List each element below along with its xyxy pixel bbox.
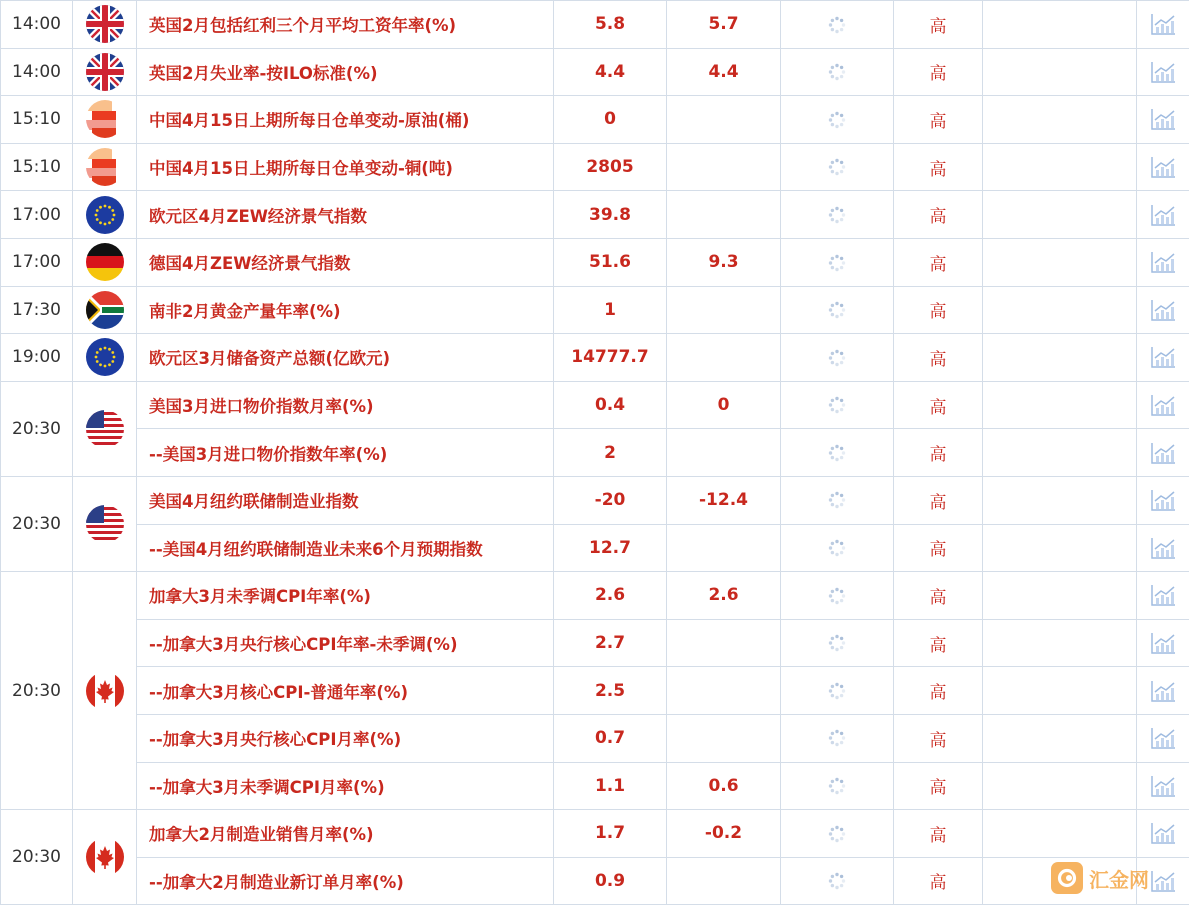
actual-loading bbox=[781, 143, 894, 191]
previous-value: 2.7 bbox=[554, 619, 667, 667]
time-cell: 17:00 bbox=[1, 238, 73, 286]
forecast-value: 4.4 bbox=[667, 48, 781, 96]
table-row bbox=[1, 429, 1189, 477]
forecast-value: -12.4 bbox=[667, 476, 781, 524]
forecast-value bbox=[667, 667, 781, 715]
importance-label: 高 bbox=[894, 334, 983, 382]
chart-cell[interactable] bbox=[1137, 476, 1189, 524]
chart-icon[interactable] bbox=[1150, 726, 1176, 750]
notes-cell bbox=[983, 1, 1137, 49]
notes-cell bbox=[983, 48, 1137, 96]
notes-cell bbox=[983, 476, 1137, 524]
table-row bbox=[1, 1, 1189, 49]
actual-loading bbox=[781, 714, 894, 762]
loading-spinner-icon bbox=[827, 300, 847, 320]
actual-loading bbox=[781, 381, 894, 429]
table-row bbox=[1, 762, 1189, 810]
previous-value: 2 bbox=[554, 429, 667, 477]
actual-loading bbox=[781, 334, 894, 382]
table-row bbox=[1, 857, 1189, 905]
loading-spinner-icon bbox=[827, 871, 847, 891]
previous-value: 51.6 bbox=[554, 238, 667, 286]
loading-spinner-icon bbox=[827, 110, 847, 130]
chart-icon[interactable] bbox=[1150, 583, 1176, 607]
actual-loading bbox=[781, 286, 894, 334]
event-name[interactable]: 中国4月15日上期所每日仓单变动-铜(吨) bbox=[137, 143, 554, 191]
importance-label: 高 bbox=[894, 238, 983, 286]
south-africa-flag-icon bbox=[86, 291, 124, 329]
forecast-value: 9.3 bbox=[667, 238, 781, 286]
notes-cell bbox=[983, 572, 1137, 620]
importance-label: 高 bbox=[894, 143, 983, 191]
chart-cell[interactable] bbox=[1137, 143, 1189, 191]
chart-icon[interactable] bbox=[1150, 107, 1176, 131]
actual-loading bbox=[781, 524, 894, 572]
previous-value: 12.7 bbox=[554, 524, 667, 572]
table-row bbox=[1, 191, 1189, 239]
uk-flag-icon bbox=[86, 53, 124, 91]
chart-cell[interactable] bbox=[1137, 381, 1189, 429]
loading-spinner-icon bbox=[827, 586, 847, 606]
loading-spinner-icon bbox=[827, 157, 847, 177]
flag-cell bbox=[73, 286, 137, 334]
table-row bbox=[1, 381, 1189, 429]
germany-flag-icon bbox=[86, 243, 124, 281]
notes-cell bbox=[983, 429, 1137, 477]
actual-loading bbox=[781, 762, 894, 810]
forecast-value bbox=[667, 191, 781, 239]
event-name[interactable]: 加拿大2月制造业销售月率(%) bbox=[137, 810, 554, 858]
chart-cell[interactable] bbox=[1137, 191, 1189, 239]
chart-icon[interactable] bbox=[1150, 441, 1176, 465]
importance-label: 高 bbox=[894, 429, 983, 477]
previous-value: 0 bbox=[554, 96, 667, 144]
forecast-value bbox=[667, 714, 781, 762]
chart-cell[interactable] bbox=[1137, 48, 1189, 96]
event-name[interactable]: 英国2月包括红利三个月平均工资年率(%) bbox=[137, 1, 554, 49]
us-flag-icon bbox=[86, 410, 124, 448]
previous-value: 1 bbox=[554, 286, 667, 334]
loading-spinner-icon bbox=[827, 62, 847, 82]
chart-cell[interactable] bbox=[1137, 667, 1189, 715]
table-row bbox=[1, 667, 1189, 715]
forecast-value bbox=[667, 143, 781, 191]
forecast-value bbox=[667, 619, 781, 667]
chart-icon[interactable] bbox=[1150, 12, 1176, 36]
previous-value: 0.7 bbox=[554, 714, 667, 762]
importance-label: 高 bbox=[894, 96, 983, 144]
flag-cell bbox=[73, 48, 137, 96]
actual-loading bbox=[781, 572, 894, 620]
table-row bbox=[1, 286, 1189, 334]
actual-loading bbox=[781, 857, 894, 905]
flag-cell bbox=[73, 238, 137, 286]
previous-value: 0.9 bbox=[554, 857, 667, 905]
loading-spinner-icon bbox=[827, 538, 847, 558]
table-row bbox=[1, 810, 1189, 858]
forecast-value: 5.7 bbox=[667, 1, 781, 49]
flag-cell bbox=[73, 96, 137, 144]
actual-loading bbox=[781, 667, 894, 715]
importance-label: 高 bbox=[894, 476, 983, 524]
table-row bbox=[1, 524, 1189, 572]
event-name[interactable]: --加拿大3月核心CPI-普通年率(%) bbox=[137, 667, 554, 715]
table-row bbox=[1, 476, 1189, 524]
chart-icon[interactable] bbox=[1150, 536, 1176, 560]
previous-value: -20 bbox=[554, 476, 667, 524]
table-row bbox=[1, 572, 1189, 620]
event-name[interactable]: 美国3月进口物价指数月率(%) bbox=[137, 381, 554, 429]
time-cell: 14:00 bbox=[1, 48, 73, 96]
forecast-value: 0 bbox=[667, 381, 781, 429]
us-flag-icon bbox=[86, 505, 124, 543]
table-row bbox=[1, 96, 1189, 144]
loading-spinner-icon bbox=[827, 490, 847, 510]
gold-logo-icon bbox=[1051, 862, 1083, 894]
flag-cell bbox=[73, 334, 137, 382]
chart-icon[interactable] bbox=[1150, 774, 1176, 798]
importance-label: 高 bbox=[894, 762, 983, 810]
forecast-value: 0.6 bbox=[667, 762, 781, 810]
notes-cell bbox=[983, 524, 1137, 572]
watermark bbox=[1051, 862, 1149, 894]
loading-spinner-icon bbox=[827, 824, 847, 844]
chart-cell[interactable] bbox=[1137, 714, 1189, 762]
actual-loading bbox=[781, 810, 894, 858]
event-name[interactable]: --美国4月纽约联储制造业未来6个月预期指数 bbox=[137, 524, 554, 572]
forecast-value bbox=[667, 524, 781, 572]
flag-cell bbox=[73, 572, 137, 810]
table-row bbox=[1, 619, 1189, 667]
table-row bbox=[1, 334, 1189, 382]
chart-icon[interactable] bbox=[1150, 345, 1176, 369]
flag-cell bbox=[73, 143, 137, 191]
chart-icon[interactable] bbox=[1150, 250, 1176, 274]
flag-cell bbox=[73, 810, 137, 905]
flag-cell bbox=[73, 191, 137, 239]
actual-loading bbox=[781, 191, 894, 239]
importance-label: 高 bbox=[894, 191, 983, 239]
notes-cell bbox=[983, 619, 1137, 667]
loading-spinner-icon bbox=[827, 253, 847, 273]
previous-value: 14777.7 bbox=[554, 334, 667, 382]
importance-label: 高 bbox=[894, 286, 983, 334]
event-name[interactable]: --加拿大2月制造业新订单月率(%) bbox=[137, 857, 554, 905]
time-cell: 15:10 bbox=[1, 143, 73, 191]
event-name[interactable]: 加拿大3月未季调CPI年率(%) bbox=[137, 572, 554, 620]
chart-cell[interactable] bbox=[1137, 429, 1189, 477]
notes-cell bbox=[983, 667, 1137, 715]
previous-value: 0.4 bbox=[554, 381, 667, 429]
previous-value: 5.8 bbox=[554, 1, 667, 49]
loading-spinner-icon bbox=[827, 728, 847, 748]
loading-spinner-icon bbox=[827, 776, 847, 796]
china-flag-icon bbox=[86, 100, 124, 138]
event-name[interactable]: 欧元区3月储备资产总额(亿欧元) bbox=[137, 334, 554, 382]
flag-cell bbox=[73, 476, 137, 571]
eu-flag-icon bbox=[86, 196, 124, 234]
time-cell: 14:00 bbox=[1, 1, 73, 49]
chart-cell[interactable] bbox=[1137, 619, 1189, 667]
chart-cell[interactable] bbox=[1137, 334, 1189, 382]
importance-label: 高 bbox=[894, 381, 983, 429]
chart-icon[interactable] bbox=[1150, 393, 1176, 417]
chart-icon[interactable] bbox=[1150, 60, 1176, 84]
chart-cell[interactable] bbox=[1137, 762, 1189, 810]
event-name[interactable]: 欧元区4月ZEW经济景气指数 bbox=[137, 191, 554, 239]
table-row bbox=[1, 48, 1189, 96]
chart-cell[interactable] bbox=[1137, 1, 1189, 49]
time-cell: 20:30 bbox=[1, 810, 73, 905]
forecast-value: -0.2 bbox=[667, 810, 781, 858]
previous-value: 2805 bbox=[554, 143, 667, 191]
chart-icon[interactable] bbox=[1150, 631, 1176, 655]
chart-cell[interactable] bbox=[1137, 810, 1189, 858]
canada-flag-icon bbox=[86, 838, 124, 876]
uk-flag-icon bbox=[86, 5, 124, 43]
actual-loading bbox=[781, 429, 894, 477]
chart-cell[interactable] bbox=[1137, 238, 1189, 286]
loading-spinner-icon bbox=[827, 443, 847, 463]
time-cell: 19:00 bbox=[1, 334, 73, 382]
loading-spinner-icon bbox=[827, 395, 847, 415]
chart-icon[interactable] bbox=[1150, 488, 1176, 512]
actual-loading bbox=[781, 96, 894, 144]
flag-cell bbox=[73, 1, 137, 49]
loading-spinner-icon bbox=[827, 348, 847, 368]
time-cell: 17:30 bbox=[1, 286, 73, 334]
time-cell: 20:30 bbox=[1, 476, 73, 571]
actual-loading bbox=[781, 619, 894, 667]
importance-label: 高 bbox=[894, 524, 983, 572]
previous-value: 1.7 bbox=[554, 810, 667, 858]
notes-cell bbox=[983, 96, 1137, 144]
chart-icon[interactable] bbox=[1150, 821, 1176, 845]
event-name[interactable]: 英国2月失业率-按ILO标准(%) bbox=[137, 48, 554, 96]
forecast-value bbox=[667, 334, 781, 382]
time-cell: 20:30 bbox=[1, 381, 73, 476]
actual-loading bbox=[781, 1, 894, 49]
table-row bbox=[1, 143, 1189, 191]
chart-icon[interactable] bbox=[1150, 298, 1176, 322]
chart-cell[interactable] bbox=[1137, 286, 1189, 334]
importance-label: 高 bbox=[894, 1, 983, 49]
previous-value: 1.1 bbox=[554, 762, 667, 810]
importance-label: 高 bbox=[894, 572, 983, 620]
importance-label: 高 bbox=[894, 857, 983, 905]
chart-cell[interactable] bbox=[1137, 96, 1189, 144]
event-name[interactable]: 中国4月15日上期所每日仓单变动-原油(桶) bbox=[137, 96, 554, 144]
time-cell: 15:10 bbox=[1, 96, 73, 144]
event-name[interactable]: 美国4月纽约联储制造业指数 bbox=[137, 476, 554, 524]
canada-flag-icon bbox=[86, 672, 124, 710]
actual-loading bbox=[781, 48, 894, 96]
previous-value: 4.4 bbox=[554, 48, 667, 96]
importance-label: 高 bbox=[894, 667, 983, 715]
chart-cell[interactable] bbox=[1137, 524, 1189, 572]
event-name[interactable]: --美国3月进口物价指数年率(%) bbox=[137, 429, 554, 477]
notes-cell bbox=[983, 381, 1137, 429]
chart-cell[interactable] bbox=[1137, 572, 1189, 620]
actual-loading bbox=[781, 476, 894, 524]
notes-cell bbox=[983, 810, 1137, 858]
chart-icon[interactable] bbox=[1150, 155, 1176, 179]
notes-cell bbox=[983, 334, 1137, 382]
importance-label: 高 bbox=[894, 619, 983, 667]
eu-flag-icon bbox=[86, 338, 124, 376]
notes-cell bbox=[983, 286, 1137, 334]
flag-cell bbox=[73, 381, 137, 476]
time-cell: 17:00 bbox=[1, 191, 73, 239]
importance-label: 高 bbox=[894, 48, 983, 96]
table-row bbox=[1, 714, 1189, 762]
notes-cell bbox=[983, 238, 1137, 286]
importance-label: 高 bbox=[894, 810, 983, 858]
chart-icon[interactable] bbox=[1150, 869, 1176, 893]
event-name[interactable]: 南非2月黄金产量年率(%) bbox=[137, 286, 554, 334]
previous-value: 39.8 bbox=[554, 191, 667, 239]
importance-label: 高 bbox=[894, 714, 983, 762]
forecast-value bbox=[667, 429, 781, 477]
notes-cell bbox=[983, 143, 1137, 191]
chart-icon[interactable] bbox=[1150, 203, 1176, 227]
event-name[interactable]: --加拿大3月未季调CPI月率(%) bbox=[137, 762, 554, 810]
loading-spinner-icon bbox=[827, 681, 847, 701]
notes-cell bbox=[983, 762, 1137, 810]
loading-spinner-icon bbox=[827, 205, 847, 225]
event-name[interactable]: --加拿大3月央行核心CPI月率(%) bbox=[137, 714, 554, 762]
forecast-value bbox=[667, 286, 781, 334]
event-name[interactable]: --加拿大3月央行核心CPI年率-未季调(%) bbox=[137, 619, 554, 667]
loading-spinner-icon bbox=[827, 15, 847, 35]
notes-cell bbox=[983, 714, 1137, 762]
time-cell: 20:30 bbox=[1, 572, 73, 810]
event-name[interactable]: 德国4月ZEW经济景气指数 bbox=[137, 238, 554, 286]
actual-loading bbox=[781, 238, 894, 286]
forecast-value: 2.6 bbox=[667, 572, 781, 620]
notes-cell bbox=[983, 191, 1137, 239]
previous-value: 2.5 bbox=[554, 667, 667, 715]
table-row bbox=[1, 238, 1189, 286]
loading-spinner-icon bbox=[827, 633, 847, 653]
forecast-value bbox=[667, 857, 781, 905]
watermark-text: 汇金网 bbox=[1089, 867, 1149, 892]
chart-icon[interactable] bbox=[1150, 679, 1176, 703]
china-flag-icon bbox=[86, 148, 124, 186]
forecast-value bbox=[667, 96, 781, 144]
previous-value: 2.6 bbox=[554, 572, 667, 620]
